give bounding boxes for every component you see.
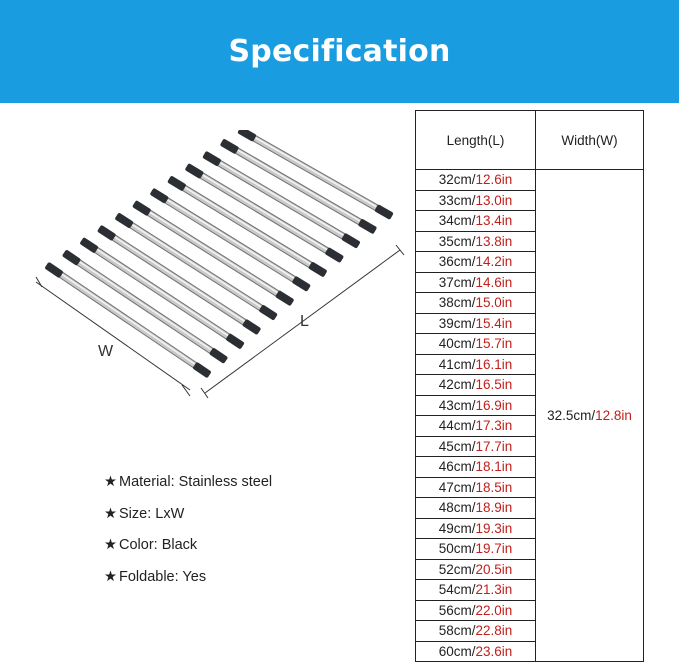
rod-highlight [177,182,318,268]
length-in: 16.5in [475,377,513,393]
size-table [415,110,644,662]
length-cell [416,518,536,539]
length-cell [416,354,536,375]
length-cell [416,231,536,252]
length-cell [416,436,536,457]
length-cm: 43cm/ [438,397,476,413]
star-icon: ★ [104,537,117,553]
end-cap [258,304,277,320]
end-cap [209,347,228,364]
length-cell [416,375,536,396]
end-cap [167,175,187,191]
end-cap [185,163,205,179]
feature-material [104,472,404,504]
feature-foldable [104,567,404,599]
length-cm: 37cm/ [438,274,476,290]
end-cap [242,319,261,336]
length-in: 18.9in [475,500,513,516]
length-in: 23.6in [475,643,513,659]
rod [212,159,351,241]
end-cap [308,261,328,277]
length-in: 19.3in [475,520,513,536]
length-in: 15.0in [475,295,513,311]
length-cell [416,272,536,293]
length-cm: 40cm/ [438,336,476,352]
width-label: W [98,343,114,360]
length-in: 14.6in [475,274,513,290]
length-in: 13.8in [475,233,513,249]
length-cell [416,559,536,580]
length-in: 13.0in [475,192,513,208]
length-in: 21.3in [475,582,513,598]
length-cell [416,498,536,519]
length-in: 17.3in [475,418,513,434]
feature-text: Size: LxW [119,505,185,522]
rod-highlight [194,170,334,254]
length-cm: 44cm/ [438,418,476,434]
end-cap [220,138,240,154]
length-cm: 60cm/ [438,643,476,659]
end-cap [225,333,244,350]
table-body [416,170,644,662]
width-header: Width(W) [536,111,644,170]
end-cap [325,247,345,263]
length-cm: 32cm/ [438,172,476,188]
star-icon: ★ [104,474,117,490]
rod-highlight [89,244,235,340]
length-in: 22.0in [475,602,513,618]
end-cap [275,290,294,306]
rod [124,221,268,313]
length-label: L [300,313,309,330]
rod-highlight [124,220,268,312]
length-cm: 41cm/ [438,356,476,372]
length-cell [416,457,536,478]
length-in: 15.4in [475,315,513,331]
page-title: Specification [228,34,451,69]
drying-rack-diagram [30,130,410,410]
end-cap [62,249,81,266]
rod-highlight [107,232,252,326]
length-cm: 56cm/ [438,602,476,618]
length-cell [416,621,536,642]
length-cm: 45cm/ [438,438,476,454]
rod-highlight [142,207,285,297]
length-cell [416,539,536,560]
width-in: 12.8in [595,408,632,423]
feature-list [104,472,404,598]
end-cap [150,188,170,204]
length-in: 13.4in [475,213,513,229]
length-cell [416,334,536,355]
length-cell [416,170,536,191]
length-in: 19.7in [475,541,513,557]
length-header: Length(L) [416,111,536,170]
length-cell [416,395,536,416]
length-cm: 48cm/ [438,500,476,516]
length-cm: 50cm/ [438,541,476,557]
end-cap [97,225,116,242]
star-icon: ★ [104,568,117,585]
length-cell [416,190,536,211]
length-cm: 34cm/ [438,213,476,229]
end-cap [192,362,211,379]
feature-size [104,504,404,536]
rod [107,233,252,327]
feature-text: Material: Stainless steel [119,474,273,490]
header-banner [0,0,679,103]
length-cm: 54cm/ [438,582,476,598]
table-header-row [416,111,644,170]
width-cm: 32.5cm/ [547,408,596,423]
feature-color [104,535,404,567]
rod [142,208,285,298]
rod-highlight [212,158,351,240]
length-in: 14.2in [475,254,513,270]
end-cap [292,276,312,292]
length-in: 12.6in [475,172,513,188]
length-in: 18.5in [475,479,513,495]
length-cm: 58cm/ [438,623,476,639]
end-cap [358,218,378,234]
length-cm: 42cm/ [438,377,476,393]
feature-text: Foldable: Yes [119,568,207,585]
length-cell [416,477,536,498]
length-in: 18.1in [475,459,513,475]
end-cap [374,204,394,220]
rod [159,196,301,284]
end-cap [202,151,222,167]
length-cm: 35cm/ [438,233,476,249]
length-cm: 49cm/ [438,520,476,536]
length-in: 17.7in [475,438,513,454]
length-cell [416,293,536,314]
rod [54,270,202,370]
length-cm: 47cm/ [438,479,476,495]
end-cap [237,130,257,142]
length-cm: 46cm/ [438,459,476,475]
length-in: 16.9in [475,397,513,413]
length-cell [416,252,536,273]
end-cap [44,262,63,279]
length-cm: 52cm/ [438,561,476,577]
rod [194,171,334,255]
rod [229,146,367,226]
length-in: 16.1in [475,356,513,372]
length-cm: 39cm/ [438,315,476,331]
rod [247,134,384,212]
length-cm: 36cm/ [438,254,476,270]
length-in: 20.5in [475,561,513,577]
rod-highlight [159,195,301,283]
length-cell [416,313,536,334]
end-cap [114,212,133,228]
rod-highlight [72,257,219,355]
end-cap [79,237,98,254]
length-cell [416,580,536,601]
length-cell [416,416,536,437]
width-cell [536,170,644,662]
feature-text: Color: Black [119,537,198,553]
rod [89,245,235,341]
length-cm: 38cm/ [438,295,476,311]
rod [177,183,318,269]
rod [72,258,219,356]
length-cm: 33cm/ [438,192,476,208]
length-cell [416,211,536,232]
length-cell [416,600,536,621]
end-cap [132,200,151,216]
star-icon: ★ [104,505,117,522]
end-cap [341,233,361,249]
length-cell [416,641,536,662]
length-in: 22.8in [475,623,513,639]
length-in: 15.7in [475,336,513,352]
table-row [416,170,644,191]
